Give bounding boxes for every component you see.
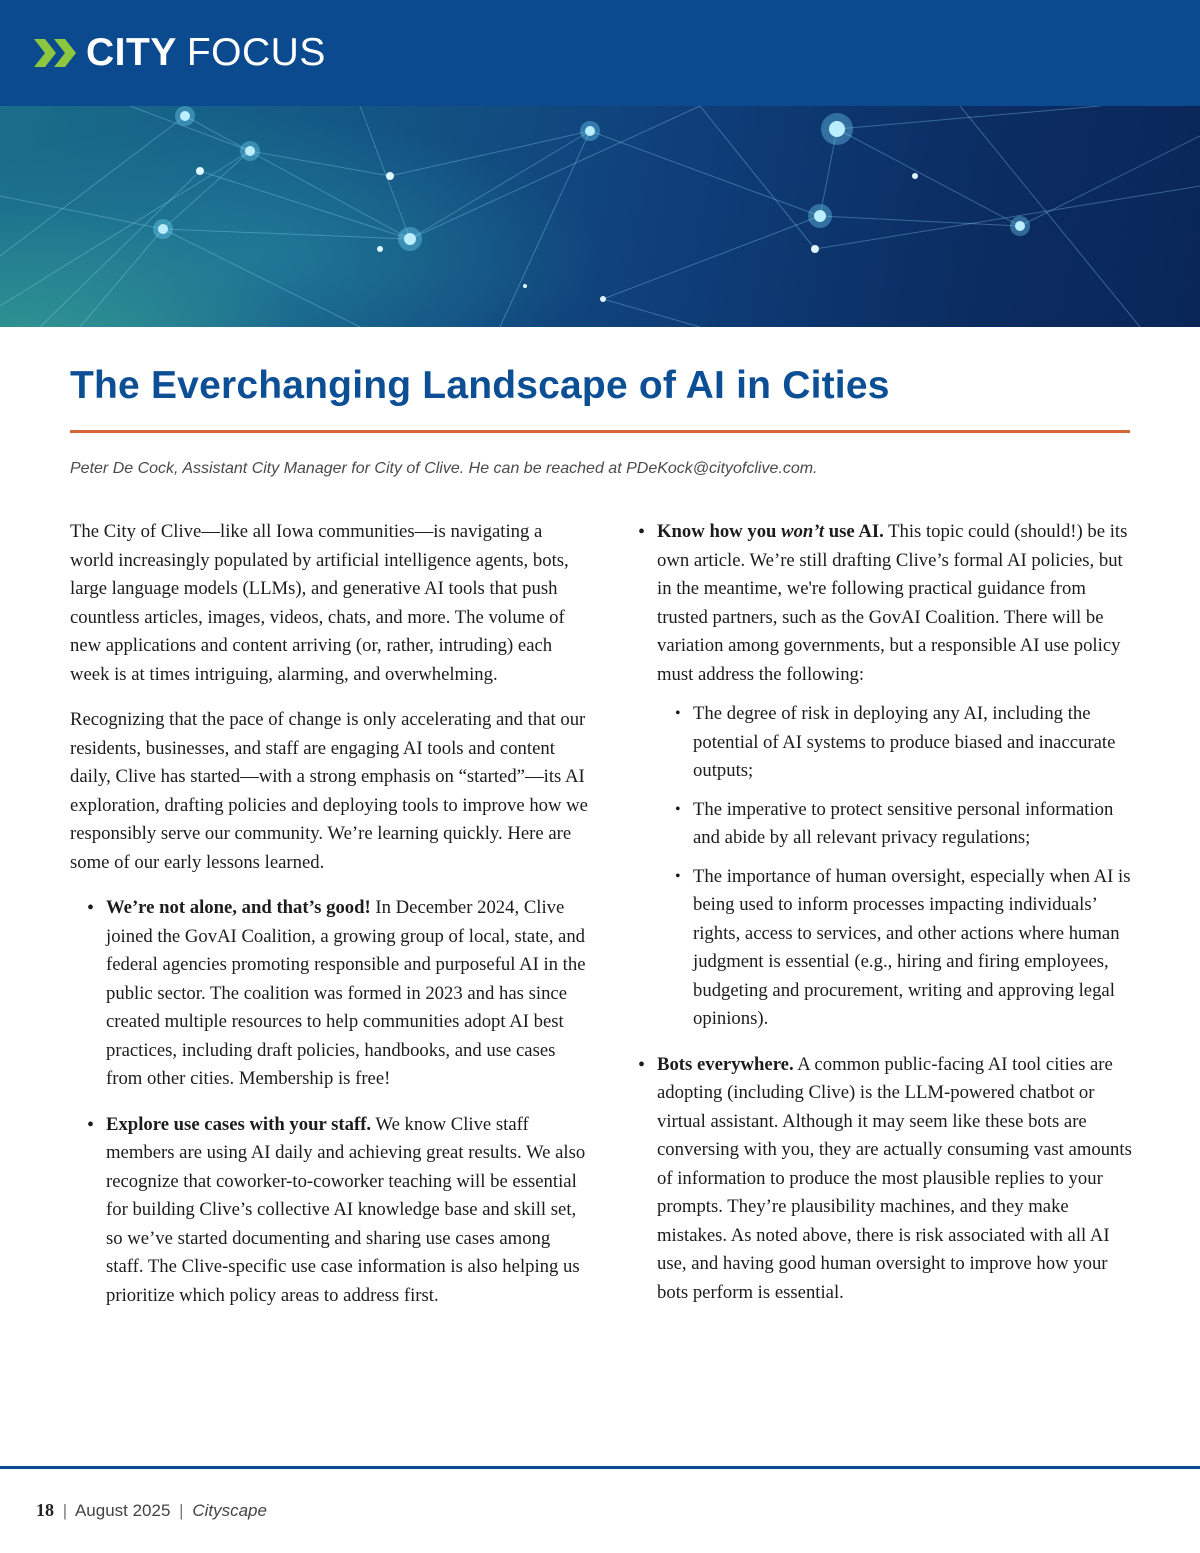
list-item xyxy=(86,894,590,1094)
brand-logo xyxy=(34,28,326,78)
lesson-heading: Bots everywhere. xyxy=(657,1053,794,1075)
page-footer xyxy=(36,1500,267,1521)
brand-city: CITY xyxy=(86,31,177,74)
list-item: • The importance of human oversight, especially when AI is being used to inform processes impacting individuals’ rights, access to services, and other actions where human judgment is essential (e.g., hiring and firing employees, budgeting and procurement, writing and approving legal opinions). xyxy=(674,863,1132,1034)
header-bar xyxy=(0,0,1200,106)
lessons-list-continued xyxy=(637,518,1132,1307)
list-item xyxy=(86,1111,590,1311)
policy-requirements-list xyxy=(674,700,1132,1034)
list-item xyxy=(637,518,1132,1034)
lesson-heading: Explore use cases with your staff. xyxy=(106,1113,372,1135)
page-number: 18 xyxy=(36,1500,54,1520)
footer-separator: | xyxy=(179,1501,184,1520)
network-nodes-graphic xyxy=(0,106,1200,327)
hero-image xyxy=(0,106,1200,327)
brand-focus: FOCUS xyxy=(186,31,326,74)
footer-separator: | xyxy=(62,1501,68,1520)
lesson-text: In December 2024, Clive joined the GovAI Coalition, a growing group of local, state, and federal agencies promoting responsible and purposeful AI in the public sector. The coalition was formed in 2023 and has since created multiple resources to help communities adopt AI best practices, including draft policies, handbooks, and use cases from other cities. Membership is free! xyxy=(106,897,586,1089)
lessons-list xyxy=(86,894,590,1310)
issue-date: August 2025 xyxy=(74,1501,171,1520)
lesson-heading: We’re not alone, and that’s good! xyxy=(106,897,371,918)
double-chevron-icon xyxy=(34,39,78,67)
footer-divider xyxy=(0,1466,1200,1469)
lesson-text: This topic could (should!) be its own article. We’re still drafting Clive’s formal AI policies, but in the meantime, we're following practical guidance from trusted partners, such as the GovAI Coalition. There will be variation among governments, but a responsible AI use policy must address the following: xyxy=(657,521,1128,685)
author-byline: Peter De Cock, Assistant City Manager for City of Clive. He can be reached at PDeKock@cityofclive.com. xyxy=(70,460,818,477)
list-item: • The degree of risk in deploying any AI, including the potential of AI systems to produce biased and inaccurate outputs; xyxy=(674,700,1132,786)
intro-paragraph: The City of Clive—like all Iowa communities—is navigating a world increasingly populated by artificial intelligence agents, bots, large language models (LLMs), and generative AI tools that push countless articles, images, videos, chats, and more. The volume of new applications and content arriving (or, rather, intruding) each week is at times intriguing, alarming, and overwhelming. xyxy=(70,521,569,685)
publication-name: Cityscape xyxy=(192,1501,267,1520)
left-column xyxy=(70,518,590,1327)
lesson-heading: Know how you won’t use AI. xyxy=(657,521,884,542)
list-item: • The imperative to protect sensitive personal information and abide by all relevant privacy regulations; xyxy=(674,796,1132,853)
lesson-text: A common public-facing AI tool cities are adopting (including Clive) is the LLM-powered chatbot or virtual assistant. Although it may seem like these bots are conversing with you, they are actually consuming vast amounts of information to produce the most plausible replies to your prompts. They’re plausibility machines, and they make mistakes. As noted above, there is risk associated with all AI use, and having good human oversight to improve how your bots perform is essential. xyxy=(657,1053,1132,1303)
right-column xyxy=(637,518,1132,1324)
title-divider xyxy=(70,430,1130,433)
intro-paragraph: Recognizing that the pace of change is only accelerating and that our residents, businesses, and staff are engaging AI tools and content daily, Clive has started—with a strong emphasis on “started”—its AI exploration, drafting policies and deploying tools to improve how we responsibly serve our community. We’re learning quickly. Here are some of our early lessons learned. xyxy=(70,709,588,873)
lesson-text: We know Clive staff members are using AI daily and achieving great results. We also recognize that coworker-to-coworker teaching will be essential for building Clive’s collective AI knowledge base and skill set, so we’ve started documenting and sharing use cases among staff. The Clive-specific use case information is also helping us prioritize which policy areas to address first. xyxy=(106,1113,586,1306)
list-item xyxy=(637,1051,1132,1308)
article-title: The Everchanging Landscape of AI in Cities xyxy=(70,364,890,407)
